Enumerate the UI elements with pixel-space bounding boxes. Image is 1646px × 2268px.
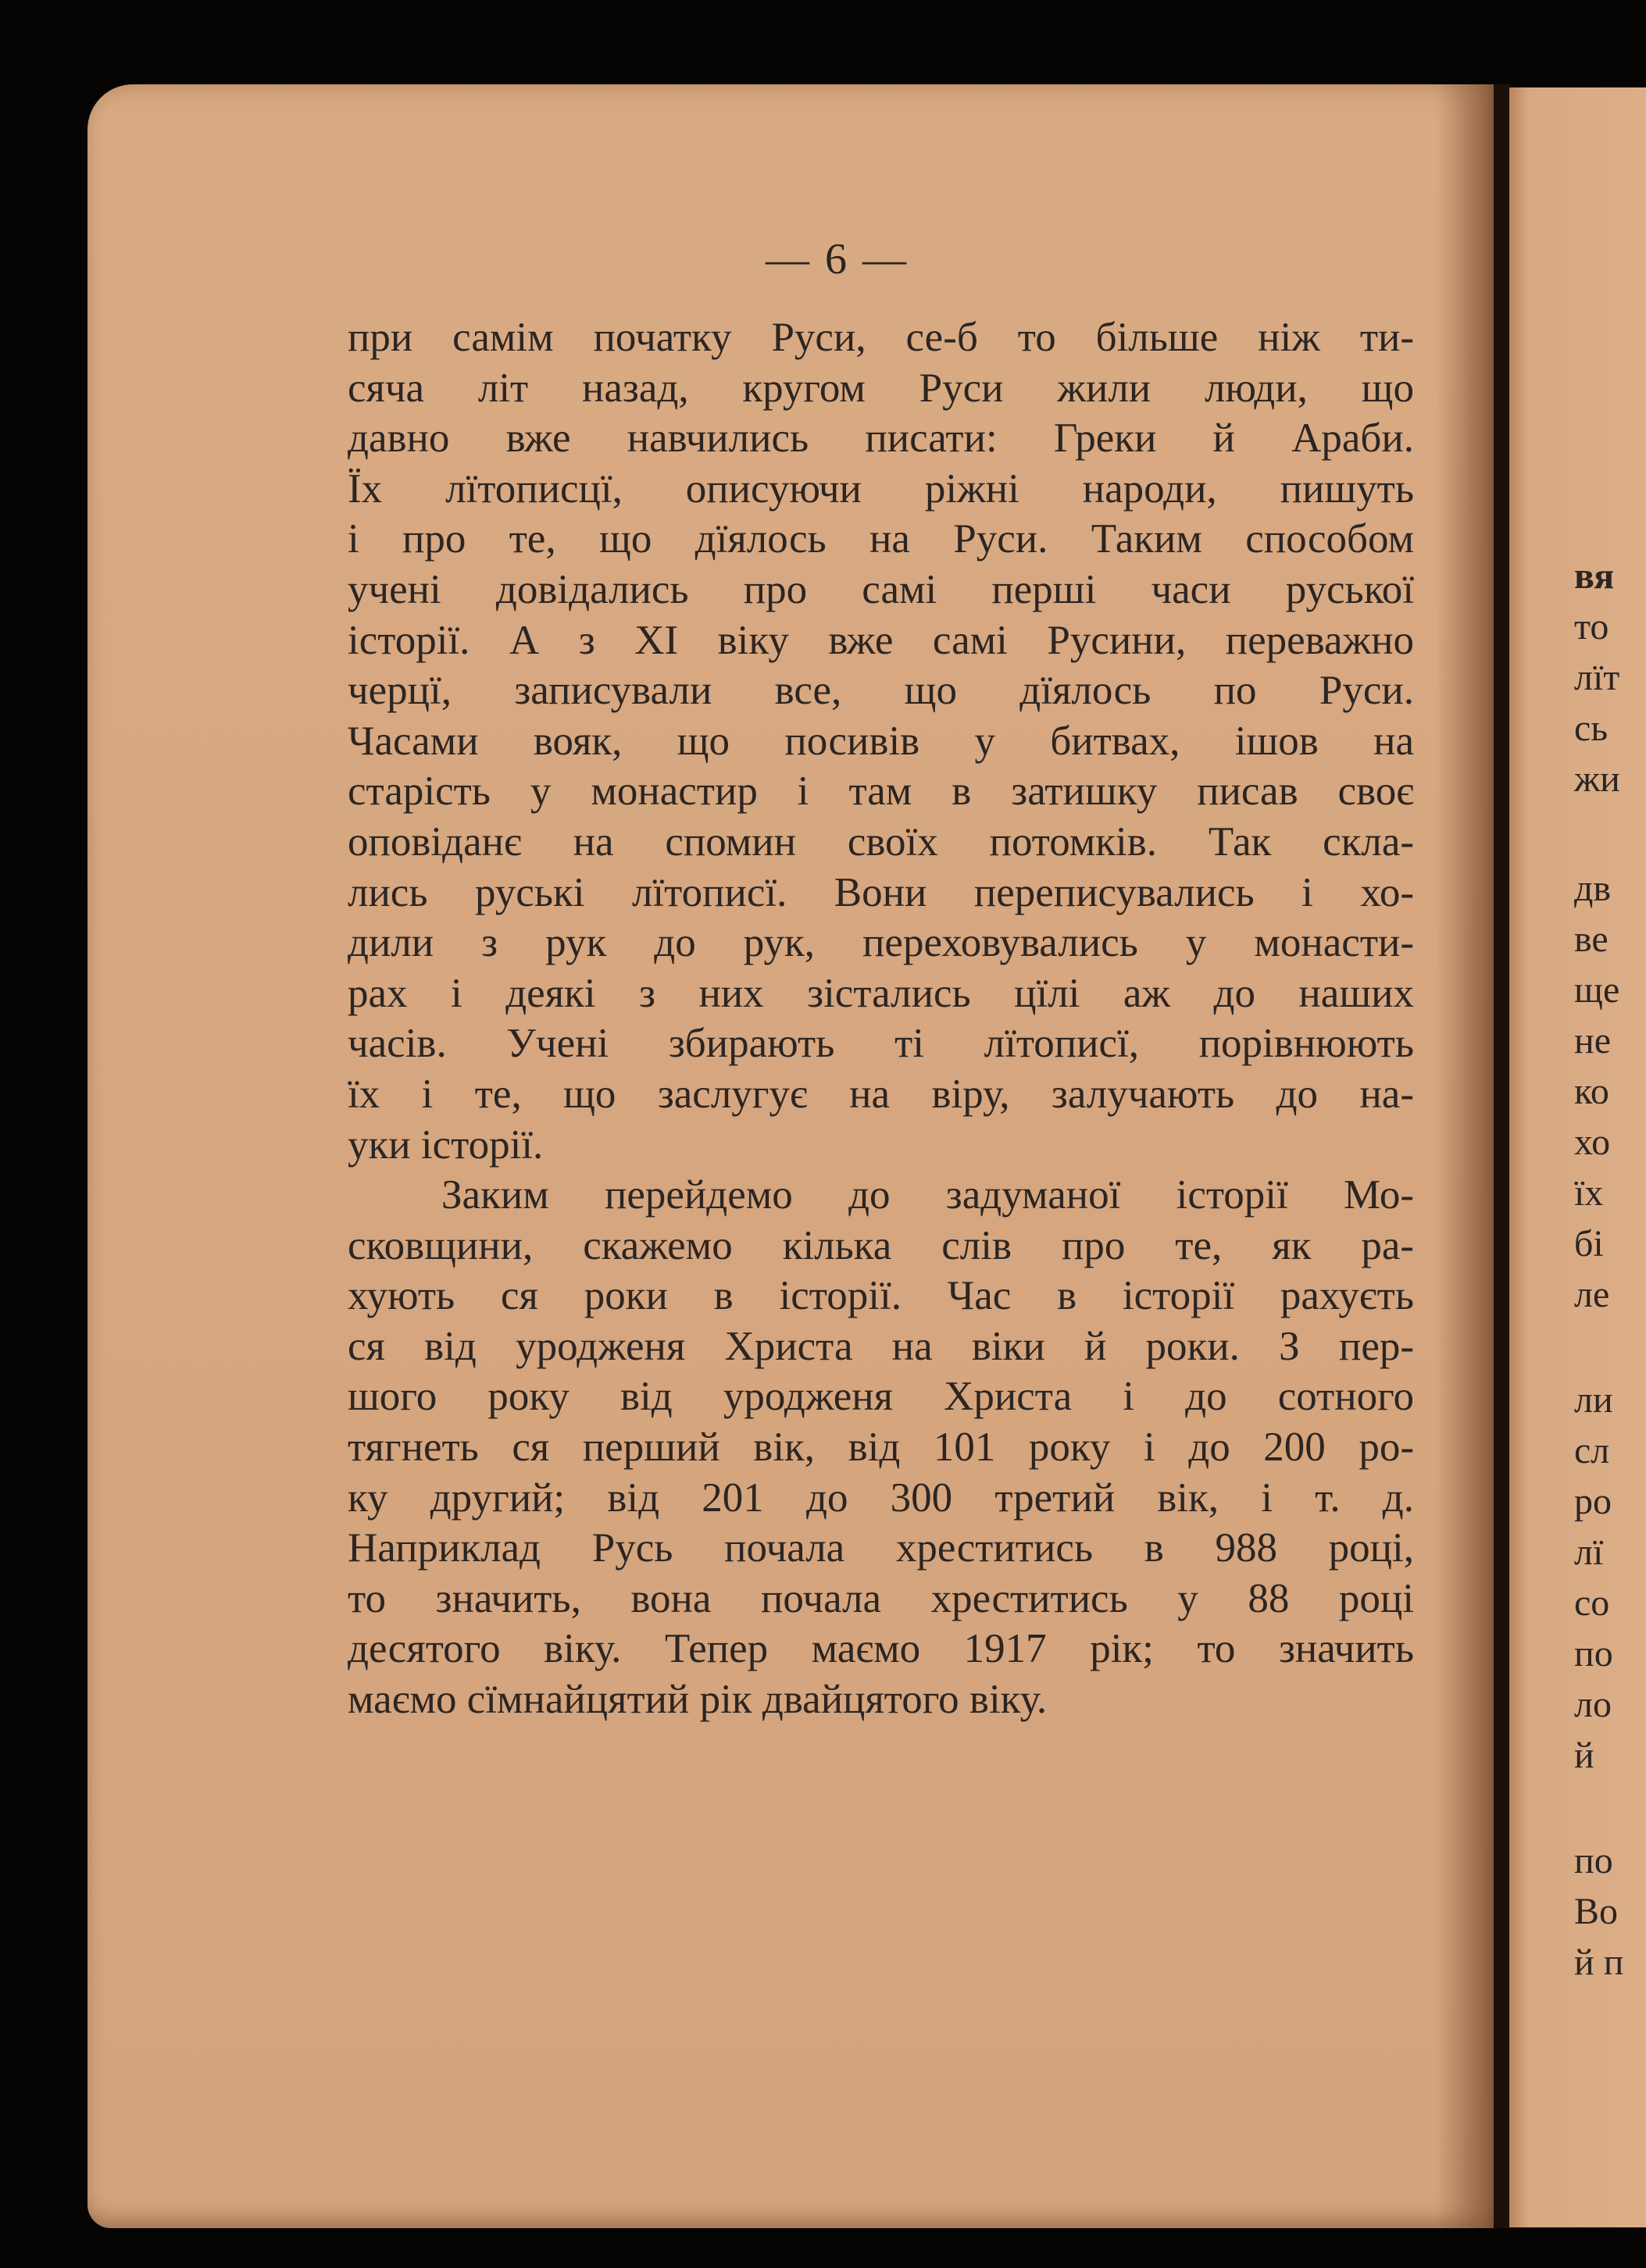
text-line: Часами вояк, що посивів у битвах, ішов на	[348, 718, 1414, 764]
fragment: Во	[1574, 1891, 1619, 1932]
text-line: шого року від уродженя Христа і до сотного	[348, 1374, 1414, 1420]
text-line: старість у монастир і там в затишку писав своє	[348, 768, 1414, 815]
book-gutter	[1494, 84, 1511, 2228]
text-line: ку другий; від 201 до 300 третий вік, і т. д.	[348, 1475, 1414, 1521]
text-line: лись руські лїтописї. Вони переписувались і хо-	[348, 869, 1414, 915]
page-number: — 6 —	[766, 235, 909, 284]
fragment: сл	[1574, 1430, 1610, 1471]
text-line: рах і деякі з них зістались цїлі аж до наших	[348, 970, 1414, 1016]
fragment: по	[1574, 1633, 1613, 1674]
text-line: оповіданє на спомин своїх потомків. Так скла-	[348, 818, 1414, 865]
fragment: не	[1574, 1020, 1611, 1061]
page-text	[348, 312, 1414, 1725]
text-line: Заким перейдемо до задуманої історії Мо-	[441, 1172, 1414, 1218]
fragment: їх	[1574, 1172, 1604, 1214]
text-line: і про те, що дїялось на Руси. Таким способом	[348, 516, 1414, 562]
fragment: дв	[1574, 868, 1612, 909]
text-line: хують ся роки в історії. Час в історії рахуєть	[348, 1273, 1414, 1319]
text-line: уки історії.	[348, 1122, 544, 1168]
text-line: їх і те, що заслугує на віру, залучають до на-	[348, 1071, 1414, 1117]
text-line: тягнеть ся перший вік, від 101 року і до 200 ро-	[348, 1425, 1414, 1471]
text-line: черцї, записували все, що дїялось по Руси.	[348, 668, 1414, 714]
text-line: Їх лїтописцї, описуючи ріжні народи, пишуть	[348, 465, 1414, 512]
fragment: ще	[1574, 969, 1620, 1011]
fragment: ро	[1574, 1481, 1612, 1522]
fragment: ве	[1574, 918, 1609, 960]
text-line: учені довідались про самі перші часи руської	[348, 566, 1414, 612]
fragment: лї	[1574, 1532, 1604, 1573]
fragment: ло	[1574, 1684, 1612, 1725]
text-line: при самім початку Руси, се-б то більше ніж ти-	[348, 315, 1414, 360]
text-line: сковщини, скажемо кілька слів про те, як ра-	[348, 1222, 1414, 1268]
text-line: маємо сїмнайцятий рік двайцятого віку.	[348, 1677, 1048, 1723]
text-line: то значить, вона почала хреститись у 88 році	[348, 1575, 1414, 1621]
fragment: ле	[1574, 1274, 1610, 1315]
text-line: сяча літ назад, кругом Руси жили люди, що	[348, 365, 1414, 411]
fragment: ко	[1574, 1071, 1609, 1112]
fragment: лїт	[1574, 657, 1620, 698]
text-line: дили з рук до рук, переховувались у монасти-	[348, 920, 1414, 966]
fragment: бі	[1574, 1223, 1604, 1264]
text-line: часів. Учені збирають ті лїтописї, порівнюють	[348, 1021, 1414, 1067]
fragment: сь	[1574, 708, 1609, 749]
fragment: хо	[1574, 1122, 1611, 1163]
fragment: по	[1574, 1840, 1613, 1881]
text-line: історії. А з XI віку вже самі Русини, переважно	[348, 617, 1414, 663]
fragment: вя	[1574, 555, 1615, 597]
fragment: жи	[1574, 758, 1620, 800]
text-line: давно вже навчились писати: Греки й Араби.	[348, 415, 1414, 462]
text-line: Наприклад Русь почала хреститись в 988 році,	[348, 1525, 1414, 1571]
fragment: й п	[1574, 1942, 1624, 1983]
fragment: й	[1574, 1735, 1594, 1776]
fragment: со	[1574, 1582, 1610, 1624]
text-line: ся від уродженя Христа на віки й роки. З пер-	[348, 1323, 1414, 1369]
fragment: ли	[1574, 1379, 1613, 1421]
fragment: то	[1574, 606, 1609, 647]
text-line: десятого віку. Тепер маємо 1917 рік; то значить	[348, 1626, 1414, 1672]
